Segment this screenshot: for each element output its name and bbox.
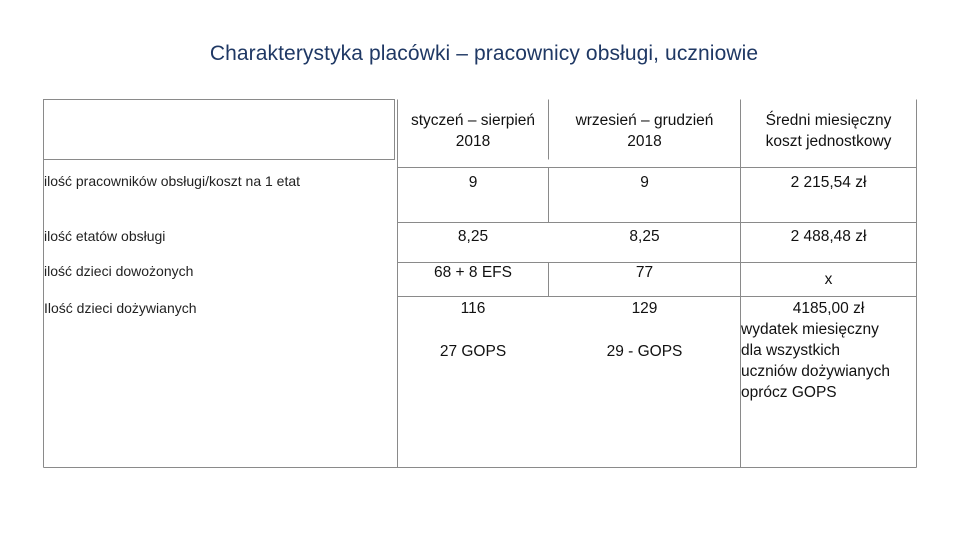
table-cell: 2 215,54 zł: [790, 174, 867, 191]
table-cell: 68 + 8 EFS: [434, 264, 512, 281]
row-label: ilość etatów obsługi: [44, 228, 166, 244]
table-cell: 9: [640, 174, 649, 191]
table-cell: 9: [468, 174, 478, 191]
header-cell-period-1: [398, 110, 548, 152]
table-cell: 27 GOPS: [439, 343, 507, 360]
table-cell: 8,25: [457, 228, 489, 245]
cost-note-line: dla wszystkich: [741, 342, 841, 359]
header-line: styczeń – sierpień: [410, 112, 536, 129]
table-cell: 8,25: [629, 228, 660, 245]
header-line: wrzesień – grudzień: [575, 112, 714, 129]
table-cell: 77: [635, 264, 654, 281]
table-cell: 29 - GOPS: [606, 343, 683, 360]
row-label: Ilość dzieci dożywianych: [44, 300, 197, 316]
cost-note: [741, 298, 916, 403]
header-cell-unit-cost: [741, 110, 916, 152]
header-cell-period-2: [549, 110, 740, 152]
table-cell: 116: [460, 300, 486, 317]
cost-note-line: wydatek miesięczny: [741, 321, 879, 338]
cost-note-line: oprócz GOPS: [741, 384, 837, 401]
cost-note-line: 4185,00 zł: [792, 300, 865, 317]
header-line: Średni miesięczny: [765, 112, 892, 129]
header-line: koszt jednostkowy: [765, 133, 892, 150]
row-label: ilość pracowników obsługi/koszt na 1 etat: [44, 173, 301, 189]
table-cell: x: [824, 271, 833, 288]
header-line: 2018: [627, 133, 662, 150]
header-line: 2018: [455, 133, 491, 150]
cost-note-line: uczniów dożywianych: [741, 363, 891, 380]
table-cell: 2 488,48 zł: [790, 228, 867, 245]
row-label: ilość dzieci dowożonych: [44, 263, 194, 279]
page-title: Charakterystyka placówki – pracownicy obsługi, uczniowie: [209, 42, 759, 65]
table-cell: 129: [631, 300, 658, 317]
